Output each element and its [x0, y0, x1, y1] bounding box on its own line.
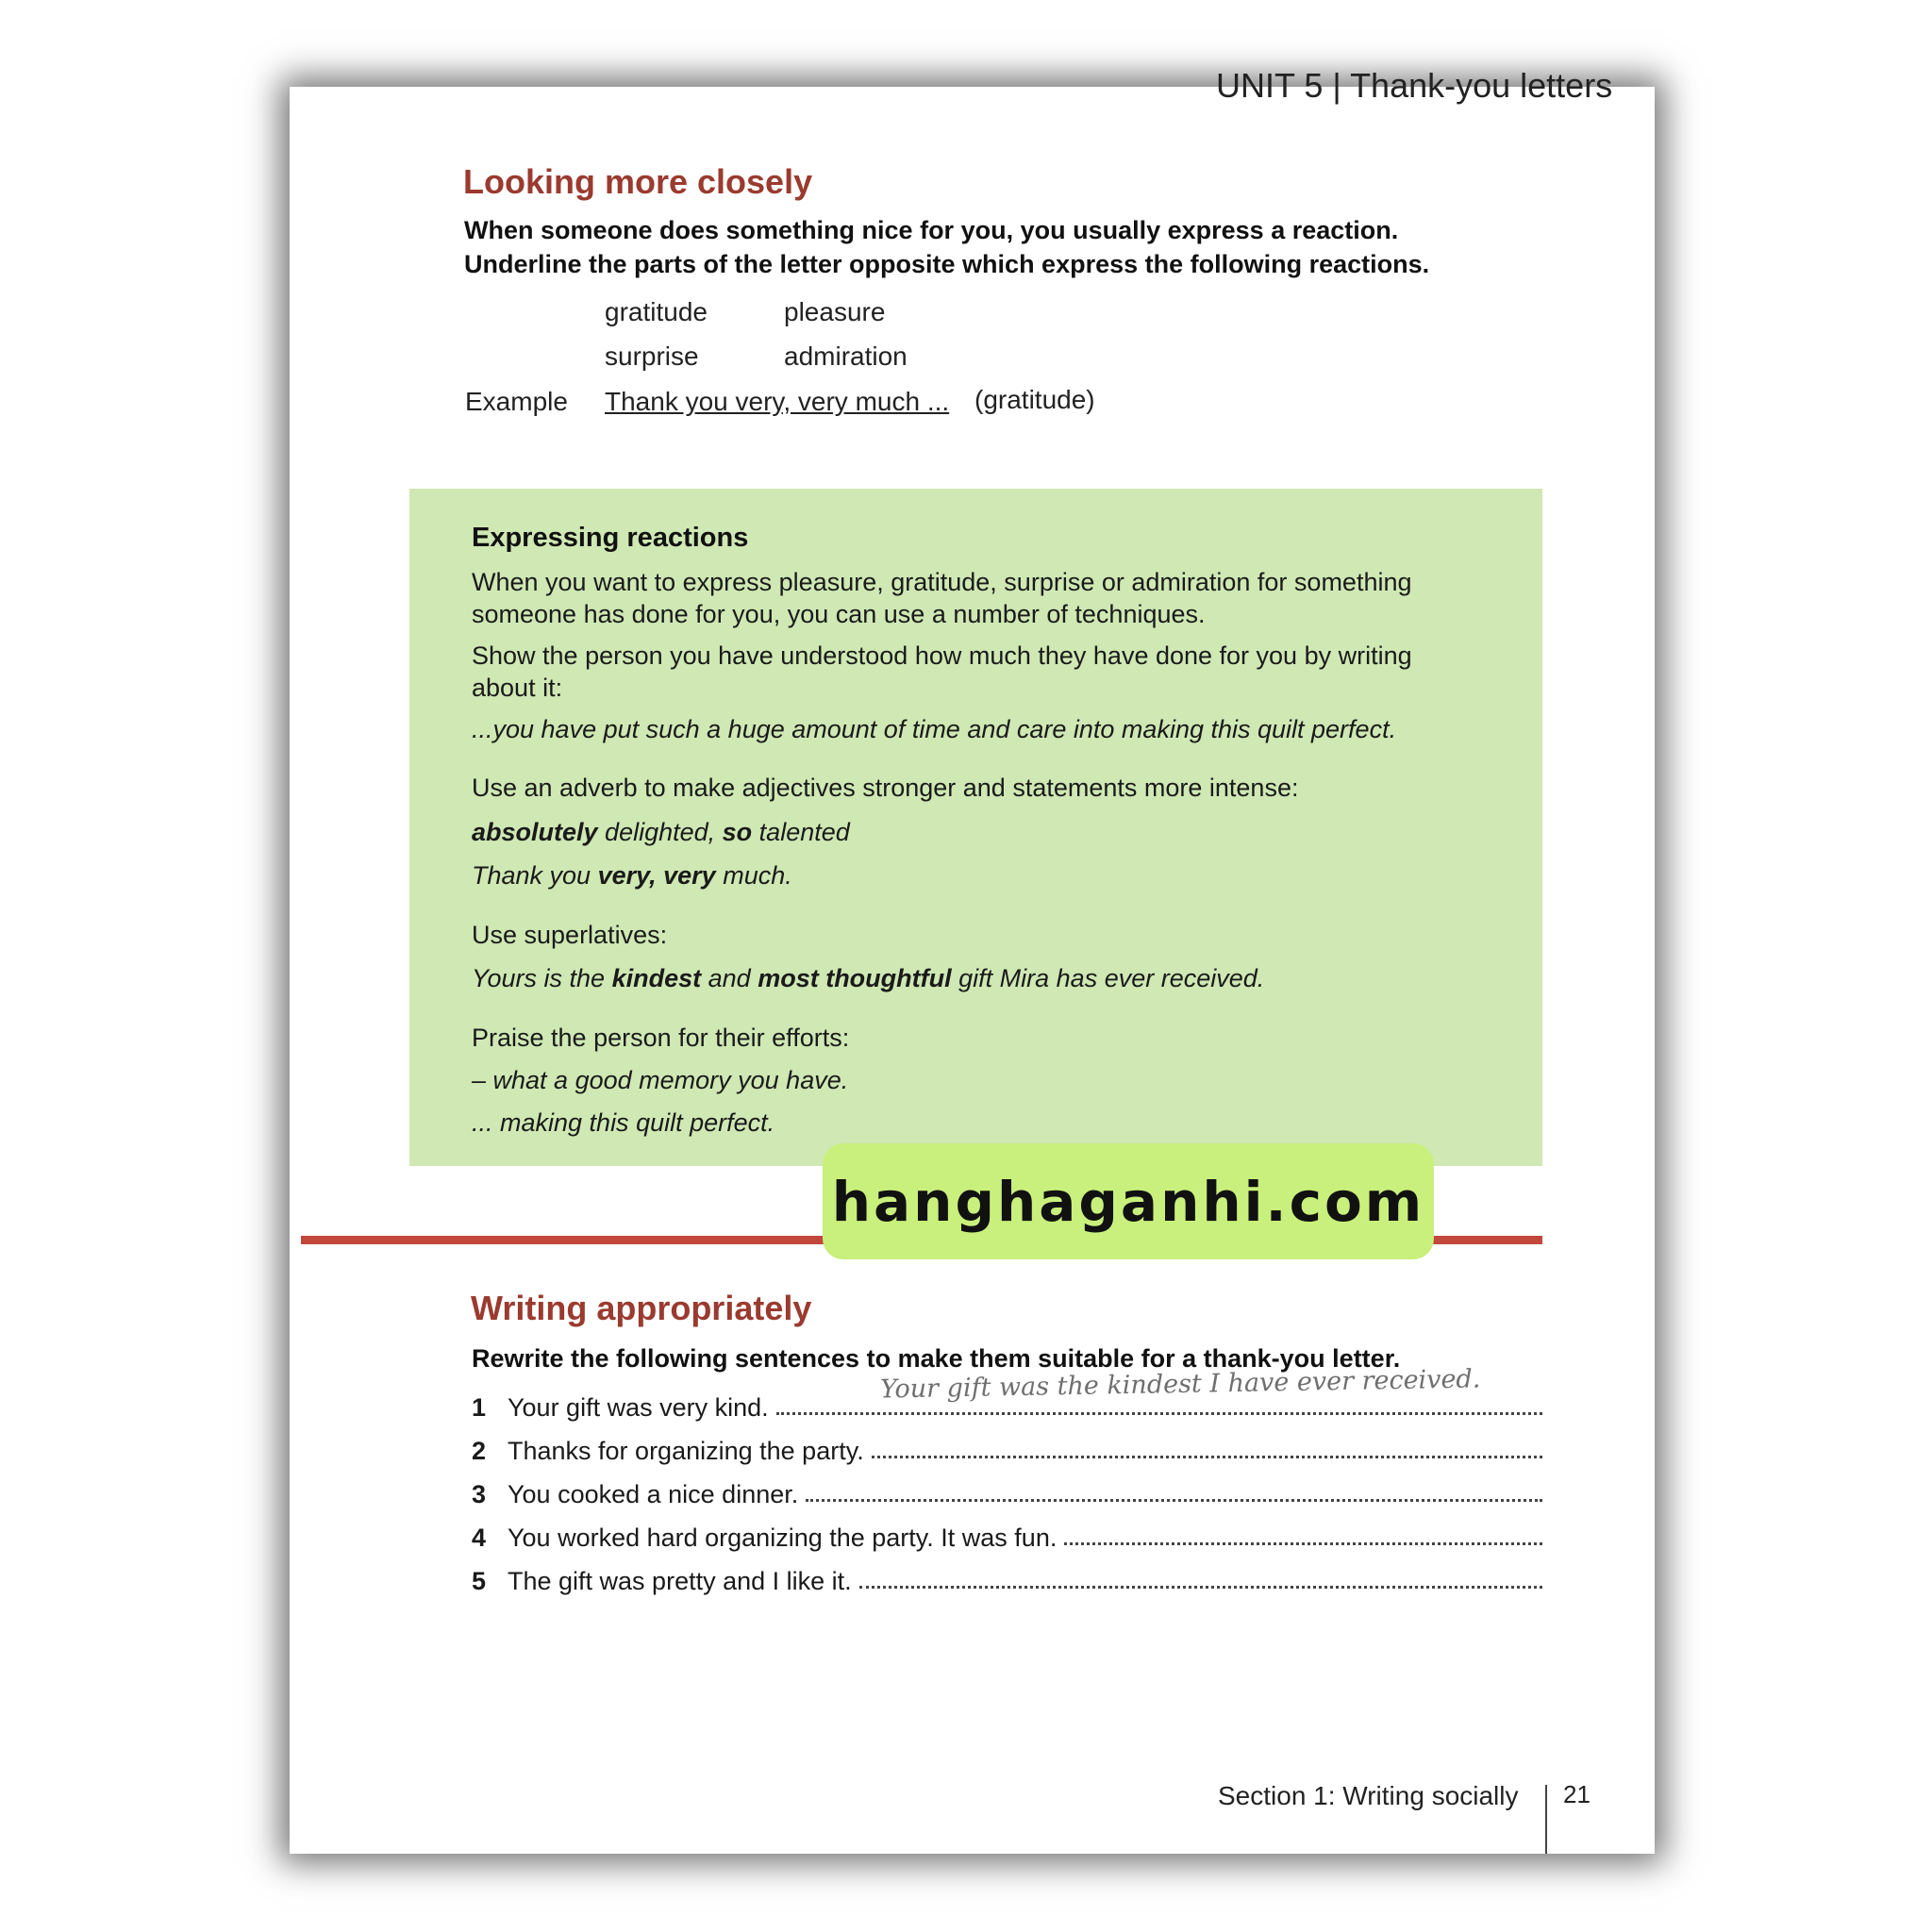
book-page: [290, 66, 1655, 1854]
page-number: 21: [1563, 1780, 1591, 1808]
reaction-word: admiration: [784, 341, 908, 371]
heading-looking-more-closely: Looking more closely: [463, 162, 813, 201]
box-text: someone has done for you, you can use a number of techniques.: [472, 600, 1206, 628]
box-example: [472, 859, 792, 891]
exercise-sentence: The gift was pretty and I like it.: [508, 1567, 852, 1595]
answer-line[interactable]: [776, 1412, 1542, 1415]
unit-header: UNIT 5 | Thank-you letters: [1216, 66, 1613, 105]
answer-line[interactable]: [806, 1499, 1542, 1502]
emphasis: kindest: [611, 964, 702, 992]
emphasis: very, very: [597, 861, 716, 890]
instruction-line-1: When someone does something nice for you, you usually express a reaction.: [464, 216, 1399, 244]
example-text: Thank you very, very much ...: [605, 387, 950, 416]
reaction-word: surprise: [605, 341, 699, 371]
emphasis: absolutely: [472, 818, 598, 846]
box-example: ... making this quilt perfect.: [472, 1108, 775, 1137]
box-text: Praise the person for their efforts:: [472, 1024, 850, 1052]
instruction-line-2: Underline the parts of the letter opposite which express the following reactions.: [464, 250, 1430, 278]
exercise-item: [472, 1558, 1542, 1596]
box-text: When you want to express pleasure, gratitude, surprise or admiration for something: [472, 568, 1412, 596]
exercise-number: 2: [472, 1437, 487, 1465]
example-fragment: delighted,: [597, 818, 723, 846]
reaction-word: gratitude: [605, 297, 708, 326]
example-fragment: Yours is the: [472, 964, 612, 992]
handwritten-answer: Your gift was the kindest I have ever received.: [879, 1364, 1481, 1405]
example-fragment: talented: [752, 818, 850, 846]
exercise-number: 5: [472, 1567, 487, 1595]
exercise-number: 3: [472, 1480, 487, 1508]
exercise-sentence: Thanks for organizing the party.: [508, 1437, 864, 1465]
reaction-word: pleasure: [784, 297, 886, 326]
box-text: Use superlatives:: [472, 921, 668, 949]
box-example: ...you have put such a huge amount of time and care into making this quilt perfect.: [472, 715, 1397, 743]
example-fragment: and: [701, 964, 758, 992]
exercise-item: [472, 1515, 1542, 1553]
example-note: (gratitude): [974, 385, 1095, 414]
exercise-item: [472, 1428, 1542, 1466]
exercise-sentence: You cooked a nice dinner.: [508, 1480, 799, 1508]
example-fragment: much.: [715, 861, 792, 890]
answer-line[interactable]: [1064, 1542, 1542, 1545]
writing-instruction: Rewrite the following sentences to make them suitable for a thank-you letter.: [472, 1344, 1401, 1373]
answer-line[interactable]: [859, 1586, 1542, 1589]
example-fragment: gift Mira has ever received.: [951, 964, 1265, 992]
exercise-item: [472, 1385, 1542, 1423]
exercise-number: 1: [472, 1393, 487, 1422]
emphasis: so: [722, 818, 753, 846]
exercise-sentence: Your gift was very kind.: [508, 1393, 769, 1422]
exercise-item: [472, 1472, 1542, 1509]
example-fragment: Thank you: [472, 861, 598, 890]
box-text: Use an adverb to make adjectives stronger and statements more intense:: [472, 774, 1299, 802]
exercise-sentence: You worked hard organizing the party. It was fun.: [508, 1524, 1058, 1552]
box-text: about it:: [472, 674, 563, 702]
heading-writing-appropriately: Writing appropriately: [471, 1289, 812, 1327]
answer-line[interactable]: [872, 1456, 1542, 1458]
footer-section-label: Section 1: Writing socially: [1218, 1781, 1519, 1810]
box-text: Show the person you have understood how much they have done for you by writing: [472, 641, 1412, 670]
footer-divider: [1545, 1785, 1547, 1854]
box-example: – what a good memory you have.: [472, 1066, 849, 1094]
box-example: [472, 816, 850, 848]
example-label: Example: [465, 387, 568, 416]
emphasis: most thoughtful: [758, 964, 952, 992]
watermark-badge: hanghaganhi.com: [823, 1143, 1434, 1259]
exercise-number: 4: [472, 1524, 487, 1552]
box-title: Expressing reactions: [472, 523, 749, 553]
box-example: [472, 962, 1264, 994]
expressing-reactions-box: [409, 489, 1542, 1166]
